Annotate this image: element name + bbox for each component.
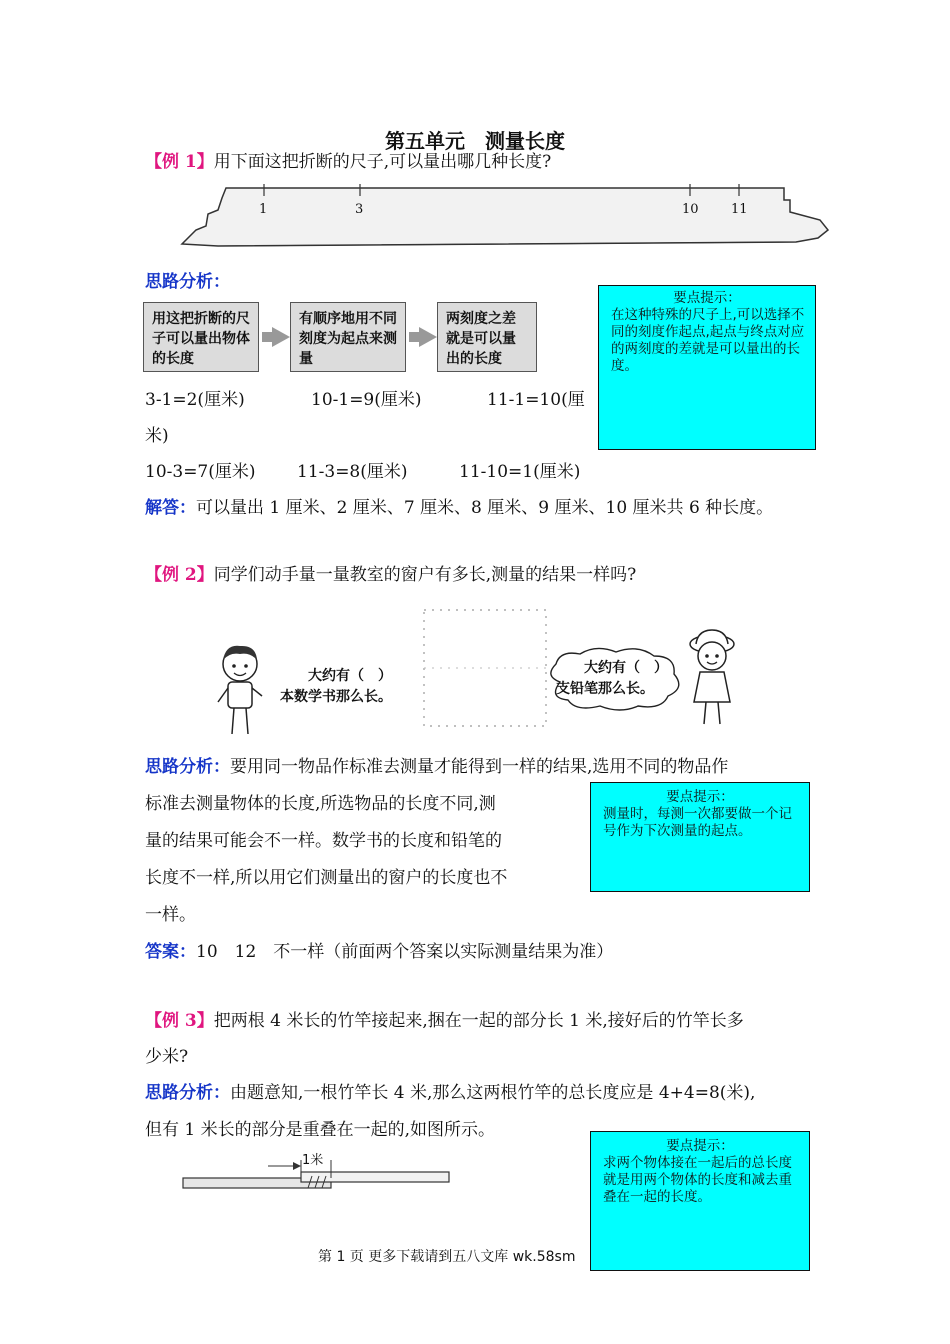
calc-11-1: 11-1=10(厘 bbox=[487, 390, 585, 410]
ex2-answer-line bbox=[145, 940, 613, 964]
ex2-bubble-left bbox=[280, 666, 392, 708]
ruler-label-1: 1 bbox=[259, 202, 268, 217]
flow-step-1: 用这把折断的尺子可以量出物体的长度 bbox=[143, 302, 259, 372]
ex2-analysis-line5: 一样。 bbox=[145, 905, 196, 925]
ex2-tip-box bbox=[590, 782, 810, 892]
ex3-tip-box bbox=[590, 1131, 810, 1271]
ex3-question-line1 bbox=[145, 1009, 744, 1033]
ex1-question: 用下面这把折断的尺子,可以量出哪几种长度? bbox=[213, 152, 552, 172]
ex3-analysis-line2: 但有 1 米长的部分是重叠在一起的,如图所示。 bbox=[145, 1120, 496, 1140]
ex2-question: 同学们动手量一量教室的窗户有多长,测量的结果一样吗? bbox=[213, 565, 637, 585]
bamboo-pole-2 bbox=[301, 1172, 449, 1182]
ex2-analysis-text1: 要用同一物品作标准去测量才能得到一样的结果,选用不同的物品作 bbox=[230, 757, 729, 777]
ex3-figure-label: 1米 bbox=[302, 1153, 324, 1168]
ex3-question-text1: 把两根 4 米长的竹竿接起来,捆在一起的部分长 1 米,接好后的竹竿长多 bbox=[213, 1011, 744, 1031]
calc-11-3: 11-3=8(厘米) bbox=[297, 462, 408, 482]
ex2-analysis-label: 思路分析： bbox=[145, 757, 230, 777]
ruler-label-10: 10 bbox=[682, 202, 699, 217]
ex2-tip-title: 要点提示： bbox=[666, 789, 734, 805]
ex1-calc-row1-wrap: 米) bbox=[145, 426, 169, 446]
ex1-question-line bbox=[145, 150, 551, 174]
ex3-tag: 【例 3】 bbox=[145, 1011, 214, 1031]
ex1-answer-line bbox=[145, 496, 773, 520]
page-footer: 第 1 页 更多下载请到五八文库 wk.58sm bbox=[318, 1249, 576, 1265]
ex1-tip-box bbox=[598, 285, 816, 450]
flow-arrow-1 bbox=[272, 327, 290, 347]
flow-arrow-2 bbox=[419, 327, 437, 347]
ex2-answer: 10 12 不一样（前面两个答案以实际测量结果为准） bbox=[196, 942, 614, 962]
ex2-analysis-line4: 长度不一样,所以用它们测量出的窗户的长度也不 bbox=[145, 868, 508, 888]
window-illustration bbox=[418, 604, 553, 734]
bubble-left-line1: 大约有（ ） bbox=[308, 668, 392, 684]
ex2-analysis-line3: 量的结果可能会不一样。数学书的长度和铅笔的 bbox=[145, 831, 502, 851]
ex3-question-line2: 少米? bbox=[145, 1047, 189, 1067]
ruler-body bbox=[182, 188, 828, 246]
ex2-bubble-right bbox=[556, 658, 668, 700]
ex2-answer-label: 答案： bbox=[145, 942, 196, 962]
flow-step-3: 两刻度之差就是可以量出的长度 bbox=[437, 302, 537, 372]
page-title: 第五单元 测量长度 bbox=[385, 129, 565, 153]
girl-illustration bbox=[682, 628, 742, 728]
bubble-right-line2: 支铅笔那么长。 bbox=[556, 681, 654, 697]
ex2-question-line bbox=[145, 563, 636, 587]
calc-10-3: 10-3=7(厘米) bbox=[145, 462, 256, 482]
ex3-tip-body: 求两个物体接在一起后的总长度就是用两个物体的长度和减去重叠在一起的长度。 bbox=[603, 1155, 792, 1205]
ex2-tag: 【例 2】 bbox=[145, 565, 214, 585]
boy-illustration bbox=[212, 640, 268, 740]
ruler-label-11: 11 bbox=[731, 202, 748, 217]
flow-step-2: 有顺序地用不同刻度为起点来测量 bbox=[290, 302, 406, 372]
ex3-analysis-line1 bbox=[145, 1081, 755, 1105]
ex2-analysis-line1 bbox=[145, 755, 728, 779]
bubble-right-line1: 大约有（ ） bbox=[584, 660, 668, 676]
bubble-left-line2: 本数学书那么长。 bbox=[280, 689, 392, 705]
ex1-tip-body: 在这种特殊的尺子上,可以选择不同的刻度作起点,起点与终点对应的两刻度的差就是可以量出的长度。 bbox=[611, 307, 805, 374]
ex3-analysis-label: 思路分析： bbox=[145, 1083, 230, 1103]
ex1-answer: 可以量出 1 厘米、2 厘米、7 厘米、8 厘米、9 厘米、10 厘米共 6 种长度。 bbox=[196, 498, 774, 518]
ex2-analysis-line2: 标准去测量物体的长度,所选物品的长度不同,测 bbox=[145, 794, 496, 814]
calc-10-1: 10-1=9(厘米) bbox=[311, 390, 422, 410]
ex1-analysis-label: 思路分析： bbox=[145, 272, 230, 292]
ex1-answer-label: 解答： bbox=[145, 498, 196, 518]
ex3-tip-title: 要点提示： bbox=[666, 1138, 734, 1154]
calc-3-1: 3-1=2(厘米) bbox=[145, 390, 245, 410]
ex3-analysis-text1: 由题意知,一根竹竿长 4 米,那么这两根竹竿的总长度应是 4+4=8(米), bbox=[230, 1083, 756, 1103]
ex1-tip-title: 要点提示： bbox=[673, 290, 741, 306]
ex1-tag: 【例 1】 bbox=[145, 152, 214, 172]
ex2-tip-body: 测量时，每测一次都要做一个记号作为下次测量的起点。 bbox=[603, 806, 792, 839]
ruler-label-3: 3 bbox=[355, 202, 364, 217]
calc-11-10: 11-10=1(厘米) bbox=[459, 462, 581, 482]
